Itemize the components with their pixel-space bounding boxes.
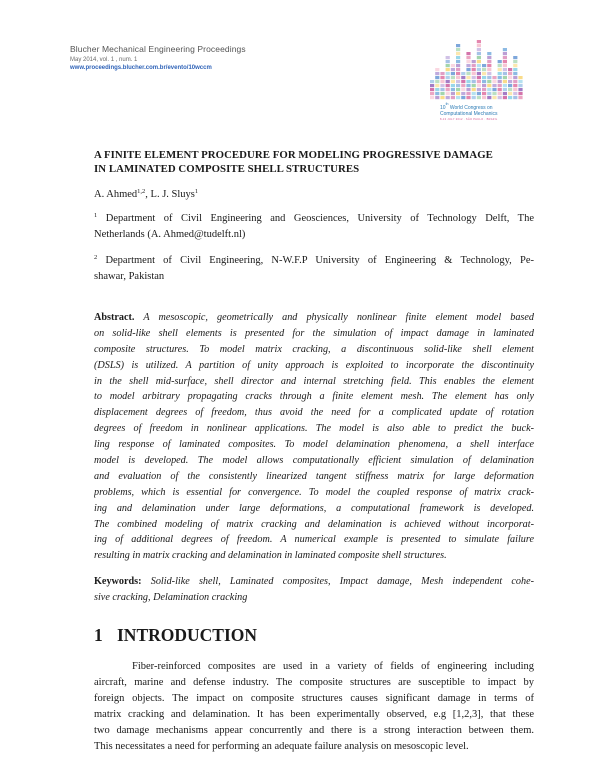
logo-block bbox=[466, 72, 470, 75]
abstract-line: resulting in matrix cracking and delamination in laminated composite shell structures. bbox=[94, 550, 447, 562]
logo-block bbox=[466, 76, 470, 79]
logo-block bbox=[451, 92, 455, 95]
logo-block bbox=[466, 68, 470, 71]
logo-block bbox=[440, 72, 444, 75]
logo-block bbox=[472, 84, 476, 87]
logo-block bbox=[461, 96, 465, 99]
logo-block bbox=[472, 68, 476, 71]
congress-logo-graphic bbox=[428, 34, 528, 102]
logo-block bbox=[508, 68, 512, 71]
logo-block bbox=[503, 80, 507, 83]
logo-block bbox=[456, 72, 460, 75]
logo-block bbox=[477, 76, 481, 79]
logo-block bbox=[430, 88, 434, 91]
abstract bbox=[94, 310, 534, 564]
logo-block bbox=[446, 80, 450, 83]
logo-block bbox=[482, 64, 486, 67]
logo-block bbox=[461, 92, 465, 95]
logo-block bbox=[477, 40, 481, 43]
body-line: aircraft, marine and defense industry. The composite structures are susceptible to impact by bbox=[94, 677, 534, 689]
logo-block bbox=[518, 80, 522, 83]
logo-block bbox=[498, 72, 502, 75]
paper-title-line: A FINITE ELEMENT PROCEDURE FOR MODELING PROGRESSIVE DAMAGE bbox=[94, 149, 493, 161]
logo-block bbox=[461, 88, 465, 91]
abstract-line: and evaluation of the consistently linearized tangent stiffness matrix for large deformation bbox=[94, 470, 534, 482]
logo-block bbox=[477, 84, 481, 87]
logo-block bbox=[482, 96, 486, 99]
logo-block bbox=[456, 44, 460, 47]
logo-block bbox=[487, 60, 491, 63]
logo-block bbox=[461, 76, 465, 79]
logo-block bbox=[456, 68, 460, 71]
affiliation-2 bbox=[94, 253, 534, 285]
logo-block bbox=[477, 80, 481, 83]
logo-block bbox=[508, 72, 512, 75]
logo-block bbox=[508, 84, 512, 87]
keywords-label: Keywords: bbox=[94, 576, 142, 587]
logo-block bbox=[446, 72, 450, 75]
logo-block bbox=[518, 92, 522, 95]
logo-block bbox=[446, 88, 450, 91]
logo-block bbox=[503, 72, 507, 75]
logo-block bbox=[472, 96, 476, 99]
logo-block bbox=[435, 80, 439, 83]
logo-block bbox=[492, 76, 496, 79]
congress-logo-text bbox=[440, 104, 498, 122]
paper-title bbox=[94, 149, 534, 176]
logo-block bbox=[487, 88, 491, 91]
abstract-line: problems, which is essential for convergence. To model the coupled response of matrix crack- bbox=[94, 486, 534, 498]
logo-block bbox=[498, 76, 502, 79]
affiliation-text: Department of Civil Engineering, N-W.F.P University of Engineering & Technology, Pe- bbox=[105, 255, 534, 266]
logo-block bbox=[508, 88, 512, 91]
logo-block bbox=[435, 84, 439, 87]
abstract-line: ing of additional degrees of freedom. A numerical example is presented to simulate failure bbox=[94, 534, 534, 546]
logo-block bbox=[487, 72, 491, 75]
affiliation-line bbox=[94, 211, 534, 227]
logo-block bbox=[487, 56, 491, 59]
logo-tagline: 8-13 JULY 2012 · SÃO PAULO · BRAZIL bbox=[440, 118, 498, 121]
logo-block bbox=[477, 64, 481, 67]
author-list bbox=[94, 189, 198, 200]
logo-block bbox=[472, 92, 476, 95]
logo-block bbox=[487, 84, 491, 87]
logo-block bbox=[503, 52, 507, 55]
logo-block bbox=[487, 92, 491, 95]
logo-block bbox=[477, 68, 481, 71]
logo-block bbox=[487, 76, 491, 79]
logo-block bbox=[451, 72, 455, 75]
logo-block bbox=[461, 72, 465, 75]
logo-block bbox=[503, 56, 507, 59]
logo-block bbox=[430, 96, 434, 99]
logo-block bbox=[482, 80, 486, 83]
logo-block bbox=[503, 60, 507, 63]
logo-block bbox=[435, 68, 439, 71]
logo-block bbox=[435, 92, 439, 95]
affiliation-mark: 1 bbox=[94, 212, 98, 219]
logo-block bbox=[440, 92, 444, 95]
logo-block bbox=[508, 96, 512, 99]
logo-block bbox=[446, 76, 450, 79]
logo-block bbox=[503, 92, 507, 95]
logo-block bbox=[513, 56, 517, 59]
abstract-line: in the shell mid-surface, shell director and internal stretching field. This enables the element bbox=[94, 375, 534, 387]
abstract-line: model is developed. The model allows computationally efficient simulation of delamination bbox=[94, 455, 534, 467]
body-line: Fiber-reinforced composites are used in a variety of fields of engineering including bbox=[132, 661, 534, 672]
logo-block bbox=[451, 84, 455, 87]
body-line: two damage mechanisms appear concurrently and there is a strong interaction between them. bbox=[94, 725, 534, 737]
logo-block bbox=[440, 84, 444, 87]
logo-block bbox=[451, 80, 455, 83]
logo-block bbox=[513, 96, 517, 99]
logo-block bbox=[498, 68, 502, 71]
logo-block bbox=[440, 76, 444, 79]
author-name: L. J. Sluys bbox=[150, 189, 195, 200]
logo-block bbox=[440, 88, 444, 91]
logo-block bbox=[487, 64, 491, 67]
logo-block bbox=[492, 92, 496, 95]
logo-block bbox=[487, 68, 491, 71]
logo-block bbox=[472, 80, 476, 83]
logo-edition-suffix: th bbox=[445, 102, 449, 106]
logo-block bbox=[440, 80, 444, 83]
logo-block bbox=[482, 88, 486, 91]
abstract-text: A mesoscopic, geometrically and physically nonlinear finite element model based bbox=[143, 312, 534, 323]
affiliation-line: shawar, Pakistan bbox=[94, 271, 165, 282]
author-affiliation-mark: 1,2 bbox=[137, 188, 146, 195]
logo-block bbox=[503, 48, 507, 51]
logo-block bbox=[456, 80, 460, 83]
logo-block bbox=[435, 96, 439, 99]
logo-block bbox=[451, 64, 455, 67]
congress-logo bbox=[428, 34, 533, 134]
logo-block bbox=[518, 96, 522, 99]
affiliation-1 bbox=[94, 211, 534, 243]
logo-block bbox=[456, 76, 460, 79]
keywords bbox=[94, 574, 534, 606]
logo-block bbox=[461, 84, 465, 87]
logo-block bbox=[446, 64, 450, 67]
logo-block bbox=[508, 92, 512, 95]
logo-block bbox=[498, 96, 502, 99]
logo-block bbox=[518, 88, 522, 91]
logo-block bbox=[518, 84, 522, 87]
logo-block bbox=[487, 80, 491, 83]
abstract-line: displacement degrees of freedom, thus avoid the need for a complicated update of rotation bbox=[94, 407, 534, 419]
logo-block bbox=[513, 92, 517, 95]
abstract-line bbox=[94, 310, 534, 326]
keywords-text: Solid-like shell, Laminated composites, Impact damage, Mesh independent cohe- bbox=[150, 576, 535, 587]
section-title: INTRODUCTION bbox=[117, 625, 258, 645]
logo-block bbox=[466, 84, 470, 87]
logo-block bbox=[508, 76, 512, 79]
logo-block bbox=[513, 72, 517, 75]
body-line: This necessitates a need for performing an adequate failure analysis on mesoscopic level. bbox=[94, 741, 469, 753]
logo-block bbox=[508, 80, 512, 83]
abstract-line: on solid-like shell elements is presented for the simulation of impact damage in laminated bbox=[94, 327, 534, 339]
introduction-body bbox=[94, 659, 534, 756]
logo-block bbox=[466, 60, 470, 63]
logo-block bbox=[477, 56, 481, 59]
logo-block bbox=[472, 64, 476, 67]
logo-block bbox=[456, 48, 460, 51]
logo-block bbox=[472, 60, 476, 63]
logo-block bbox=[498, 92, 502, 95]
logo-block bbox=[513, 88, 517, 91]
logo-block bbox=[518, 76, 522, 79]
keywords-line bbox=[94, 574, 534, 590]
logo-block bbox=[482, 72, 486, 75]
logo-block bbox=[451, 96, 455, 99]
logo-block bbox=[456, 88, 460, 91]
logo-block bbox=[477, 60, 481, 63]
author-separator: , bbox=[145, 189, 151, 200]
logo-block bbox=[477, 72, 481, 75]
logo-block bbox=[456, 60, 460, 63]
logo-block bbox=[451, 68, 455, 71]
author-affiliation-mark: 1 bbox=[194, 188, 199, 195]
logo-block bbox=[487, 52, 491, 55]
logo-block bbox=[503, 84, 507, 87]
section-number: 1 bbox=[94, 625, 103, 645]
abstract-line: (DSLS) is utilized. A partition of unity approach is exploited to incorporate the discontinuity bbox=[94, 359, 534, 371]
keywords-line: sive cracking, Delamination cracking bbox=[94, 591, 248, 603]
logo-block bbox=[466, 64, 470, 67]
affiliation-line bbox=[94, 253, 534, 269]
logo-block bbox=[487, 96, 491, 99]
abstract-line: to model arbitrary propagating cracks through a finite element mesh. The element has only bbox=[94, 391, 534, 403]
logo-block bbox=[456, 84, 460, 87]
logo-block bbox=[498, 64, 502, 67]
logo-block bbox=[482, 76, 486, 79]
abstract-line: ing and delamination under large deformations, a computational framework is developed. bbox=[94, 502, 534, 514]
abstract-line: The combined modeling of matrix cracking and delamination is achieved without incorporat- bbox=[94, 518, 534, 530]
logo-block bbox=[482, 92, 486, 95]
logo-block bbox=[477, 52, 481, 55]
logo-block bbox=[492, 96, 496, 99]
abstract-line: degrees of freedom in nonlinear applications. The model is also able to predict the buck- bbox=[94, 423, 534, 435]
logo-block bbox=[430, 92, 434, 95]
body-line: matrix cracking and delamination. It has been experimentally observed, e.g [1,2,3], that these bbox=[94, 709, 534, 721]
logo-block bbox=[513, 68, 517, 71]
affiliation-text: Department of Civil Engineering and Geosciences, University of Technology Delft, The bbox=[105, 213, 535, 224]
logo-block bbox=[477, 48, 481, 51]
logo-block bbox=[466, 88, 470, 91]
logo-block bbox=[446, 92, 450, 95]
logo-block bbox=[477, 92, 481, 95]
logo-block bbox=[446, 84, 450, 87]
logo-block bbox=[503, 88, 507, 91]
logo-block bbox=[513, 64, 517, 67]
affiliation-line: Netherlands (A. Ahmed@tudelft.nl) bbox=[94, 229, 246, 240]
logo-block bbox=[498, 60, 502, 63]
logo-block bbox=[498, 80, 502, 83]
logo-block bbox=[446, 68, 450, 71]
logo-block bbox=[498, 88, 502, 91]
volume-info: May 2014, vol. 1 , num. 1 bbox=[70, 57, 138, 63]
logo-block bbox=[446, 96, 450, 99]
logo-block bbox=[482, 68, 486, 71]
logo-block bbox=[513, 60, 517, 63]
logo-block bbox=[451, 88, 455, 91]
logo-block bbox=[456, 52, 460, 55]
logo-block bbox=[477, 96, 481, 99]
logo-block bbox=[456, 96, 460, 99]
proceedings-url[interactable]: www.proceedings.blucher.com.br/evento/10wccm bbox=[70, 65, 212, 71]
section-heading bbox=[94, 625, 257, 646]
abstract-line: composite structures. To model matrix cracking, a discontinuous solid-like shell element bbox=[94, 343, 534, 355]
logo-block bbox=[513, 76, 517, 79]
body-line: foreign objects. The impact on composite structures causes significant damage in terms of bbox=[94, 693, 534, 705]
logo-block bbox=[456, 92, 460, 95]
logo-block bbox=[440, 96, 444, 99]
logo-block bbox=[466, 92, 470, 95]
logo-block bbox=[503, 96, 507, 99]
logo-block bbox=[472, 88, 476, 91]
logo-block bbox=[492, 80, 496, 83]
proceedings-title: Blucher Mechanical Engineering Proceedings bbox=[70, 44, 246, 54]
logo-block bbox=[451, 76, 455, 79]
logo-block bbox=[446, 56, 450, 59]
logo-block bbox=[446, 60, 450, 63]
affiliation-mark: 2 bbox=[94, 254, 98, 261]
logo-block bbox=[513, 80, 517, 83]
logo-block bbox=[492, 88, 496, 91]
logo-block bbox=[466, 52, 470, 55]
logo-block bbox=[435, 72, 439, 75]
logo-block bbox=[503, 64, 507, 67]
logo-block bbox=[430, 84, 434, 87]
logo-block bbox=[456, 64, 460, 67]
logo-block bbox=[430, 80, 434, 83]
logo-block bbox=[477, 44, 481, 47]
logo-block bbox=[498, 84, 502, 87]
logo-block bbox=[435, 76, 439, 79]
proceedings-header bbox=[70, 44, 246, 71]
logo-line1: World Congress on bbox=[449, 105, 493, 111]
logo-block bbox=[435, 88, 439, 91]
logo-block bbox=[492, 84, 496, 87]
logo-block bbox=[477, 88, 481, 91]
logo-block bbox=[466, 96, 470, 99]
logo-block bbox=[466, 80, 470, 83]
logo-block bbox=[513, 84, 517, 87]
logo-line2: Computational Mechanics bbox=[440, 111, 498, 117]
logo-block bbox=[472, 72, 476, 75]
logo-block bbox=[456, 56, 460, 59]
logo-edition: 10 bbox=[440, 105, 446, 111]
logo-block bbox=[482, 84, 486, 87]
author-name: A. Ahmed bbox=[94, 189, 138, 200]
abstract-line: ling response of laminated composites. To model delamination phenomena, a shell interface bbox=[94, 439, 534, 451]
paper-title-line: IN LAMINATED COMPOSITE SHELL STRUCTURES bbox=[94, 162, 360, 175]
logo-block bbox=[472, 76, 476, 79]
logo-block bbox=[503, 68, 507, 71]
logo-block bbox=[503, 76, 507, 79]
abstract-label: Abstract. bbox=[94, 312, 135, 323]
logo-block bbox=[466, 56, 470, 59]
logo-block bbox=[461, 80, 465, 83]
